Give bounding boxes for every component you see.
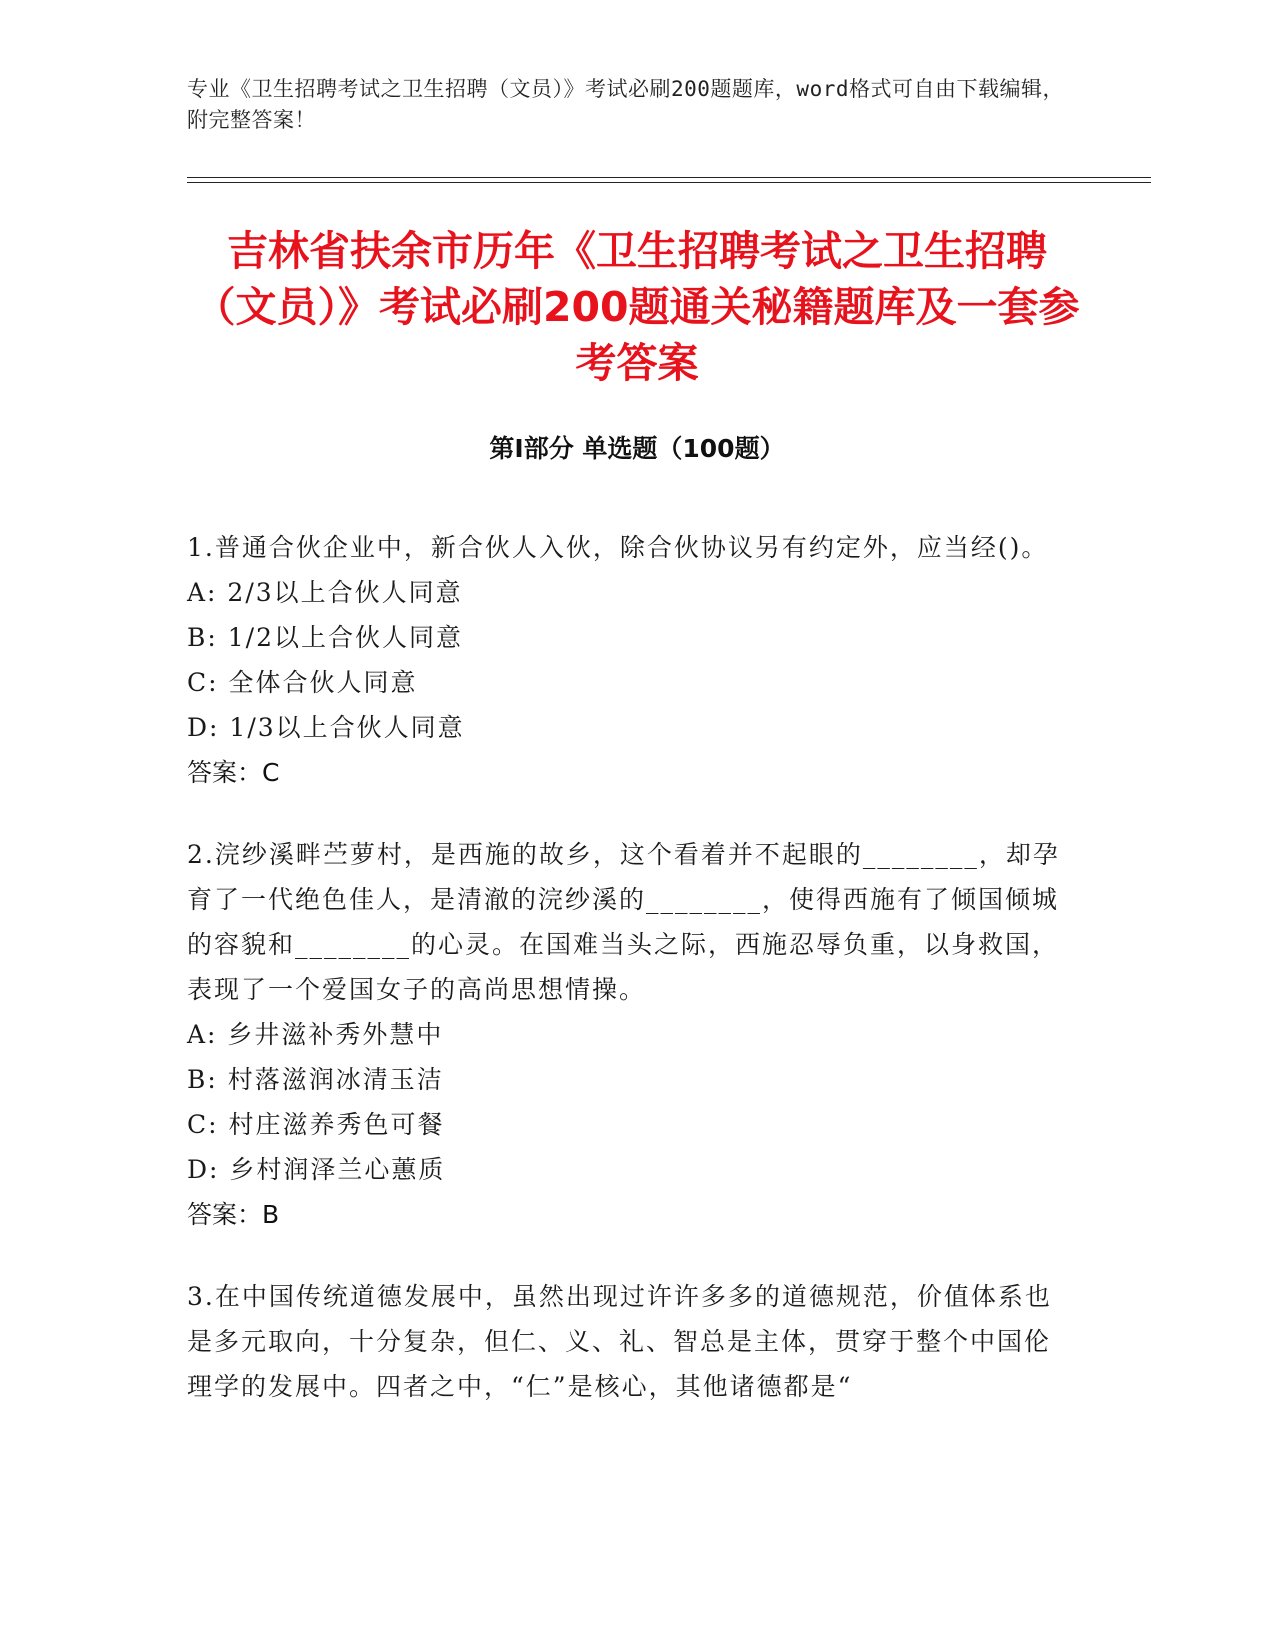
option-d: D: 1/3以上合伙人同意 xyxy=(187,713,465,742)
question-text: 1.普通合伙企业中，新合伙人入伙，除合伙协议另有约定外，应当经()。 xyxy=(187,533,1049,562)
question-1 xyxy=(187,525,1067,795)
question-list xyxy=(187,525,1067,1446)
option-c: C: 村庄滋养秀色可餐 xyxy=(187,1110,445,1139)
document-title: 吉林省扶余市历年《卫生招聘考试之卫生招聘（文员）》考试必刷200题通关秘籍题库及一套参考答案 xyxy=(194,227,1080,387)
question-text: 2.浣纱溪畔苎萝村，是西施的故乡，这个看着并不起眼的________，却孕育了一代绝色佳人，是清澈的浣纱溪的________，使得西施有了倾国倾城的容貌和________的心灵。在国难当头之际，西施忍辱负重，以身救国，表现了一个爱国女子的高尚思想情操。 xyxy=(187,840,1060,1004)
question-text: 3.在中国传统道德发展中，虽然出现过许许多多的道德规范，价值体系也是多元取向，十分复杂，但仁、义、礼、智总是主体，贯穿于整个中国伦理学的发展中。四者之中，“仁”是核心，其他诸德都是“ xyxy=(187,1282,1052,1401)
question-2 xyxy=(187,832,1067,1237)
option-b: B: 村落滋润冰清玉洁 xyxy=(187,1065,444,1094)
option-a: A: 乡井滋补秀外慧中 xyxy=(187,1020,444,1049)
header-divider-bottom xyxy=(187,182,1151,183)
option-d: D: 乡村润泽兰心蕙质 xyxy=(187,1155,446,1184)
option-b: B: 1/2以上合伙人同意 xyxy=(187,623,463,652)
section-title: 第Ⅰ部分 单选题（100题） xyxy=(489,434,785,463)
answer-label: 答案：C xyxy=(187,758,280,787)
header-divider-top xyxy=(187,177,1151,178)
option-c: C: 全体合伙人同意 xyxy=(187,668,418,697)
question-3 xyxy=(187,1274,1067,1409)
header-note: 专业《卫生招聘考试之卫生招聘（文员）》考试必刷200题题库，word格式可自由下载编辑，附完整答案！ xyxy=(187,77,1064,132)
answer-label: 答案：B xyxy=(187,1200,280,1229)
option-a: A: 2/3以上合伙人同意 xyxy=(187,578,463,607)
